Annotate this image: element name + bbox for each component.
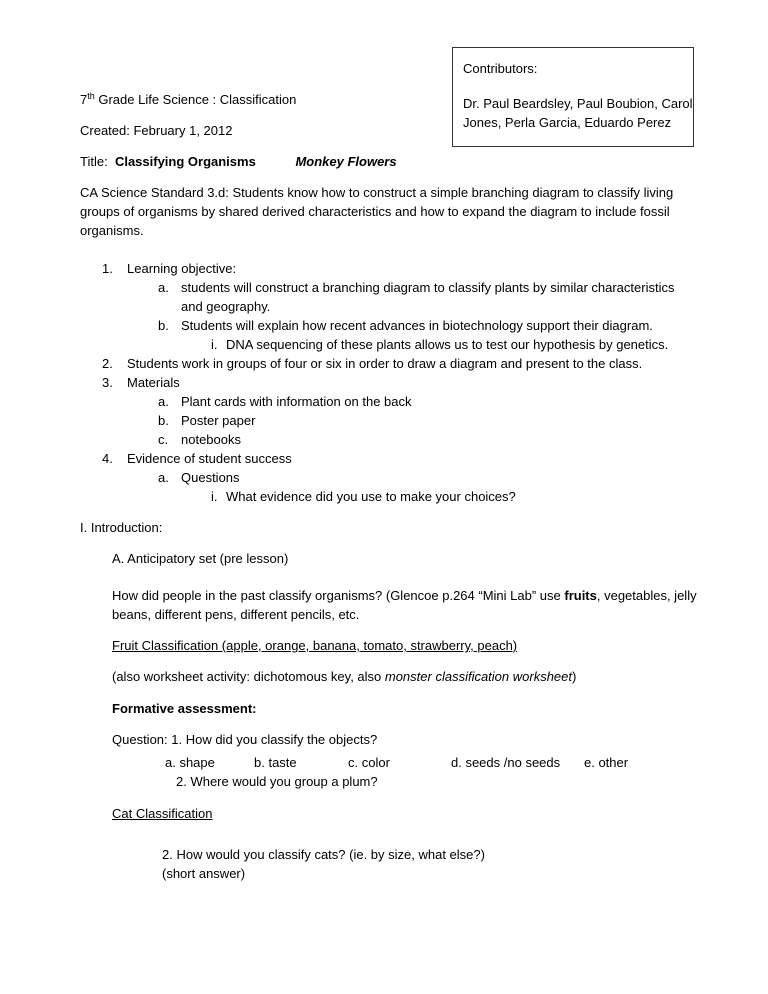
contributors-names: Dr. Paul Beardsley, Paul Boubion, Carol Jones, Perla Garcia, Eduardo Perez [463, 96, 693, 130]
anticipatory-set: A. Anticipatory set (pre lesson) [112, 551, 289, 566]
outline-letter: b. [158, 318, 169, 333]
objective-b: Students will explain how recent advances in biotechnology support their diagram. [181, 318, 653, 333]
evidence: Evidence of student success [127, 451, 292, 466]
objective-a-cont: and geography. [181, 299, 271, 314]
outline-letter: b. [158, 413, 169, 428]
outline-letter: a. [158, 394, 169, 409]
materials: Materials [127, 375, 180, 390]
option-shape: a. shape [165, 755, 215, 770]
material-c: notebooks [181, 432, 241, 447]
standard-paragraph: CA Science Standard 3.d: Students know how to construct a simple branching diagram to classify living groups of organisms by shared derived characteristics and how to expand the diagram to include fossil organisms. [80, 185, 674, 238]
worksheet-note: (also worksheet activity: dichotomous key, also monster classification worksheet) [112, 669, 577, 684]
intro-heading: I. Introduction: [80, 520, 163, 535]
outline-letter: a. [158, 470, 169, 485]
cat-question: 2. How would you classify cats? (ie. by size, what else?) [162, 847, 485, 862]
outline-letter: c. [158, 432, 169, 447]
option-seeds: d. seeds /no seeds [451, 755, 561, 770]
outline-num-2: 2. [102, 356, 113, 371]
objective-a: students will construct a branching diagram to classify plants by similar characteristics [181, 280, 675, 295]
cat-classification-heading: Cat Classification [112, 806, 213, 821]
outline-roman: i. [211, 337, 218, 352]
outline-num-1: 1. [102, 261, 113, 276]
question-2: 2. Where would you group a plum? [176, 774, 378, 789]
outline-num-3: 3. [102, 375, 113, 390]
evidence-a: Questions [181, 470, 240, 485]
fruit-classification-heading: Fruit Classification (apple, orange, banana, tomato, strawberry, peach) [112, 638, 518, 653]
contributors-heading: Contributors: [463, 61, 538, 76]
question-1: Question: 1. How did you classify the objects? [112, 732, 378, 747]
title-line: Title: Classifying Organisms Monkey Flowers [80, 154, 397, 169]
formative-assessment-heading: Formative assessment: [112, 701, 257, 716]
material-a: Plant cards with information on the back [181, 394, 412, 409]
option-taste: b. taste [254, 755, 297, 770]
option-other: e. other [584, 755, 629, 770]
grade-line: 7th Grade Life Science : Classification [80, 91, 297, 107]
contributors-box [452, 47, 694, 147]
learning-objective: Learning objective: [127, 261, 237, 276]
option-color: c. color [348, 755, 390, 770]
outline-letter: a. [158, 280, 169, 295]
short-answer-note: (short answer) [162, 866, 246, 881]
objective-b-i: DNA sequencing of these plants allows us to test our hypothesis by genetics. [226, 337, 669, 352]
created-date: Created: February 1, 2012 [80, 123, 233, 138]
outline-roman: i. [211, 489, 218, 504]
group-work: Students work in groups of four or six in order to draw a diagram and present to the class. [127, 356, 643, 371]
intro-question: How did people in the past classify organisms? (Glencoe p.264 “Mini Lab” use fruits, vegetables, jelly [112, 588, 697, 603]
intro-question-cont: beans, different pens, different pencils, etc. [112, 607, 360, 622]
material-b: Poster paper [181, 413, 256, 428]
evidence-a-i: What evidence did you use to make your choices? [226, 489, 516, 504]
outline-num-4: 4. [102, 451, 113, 466]
